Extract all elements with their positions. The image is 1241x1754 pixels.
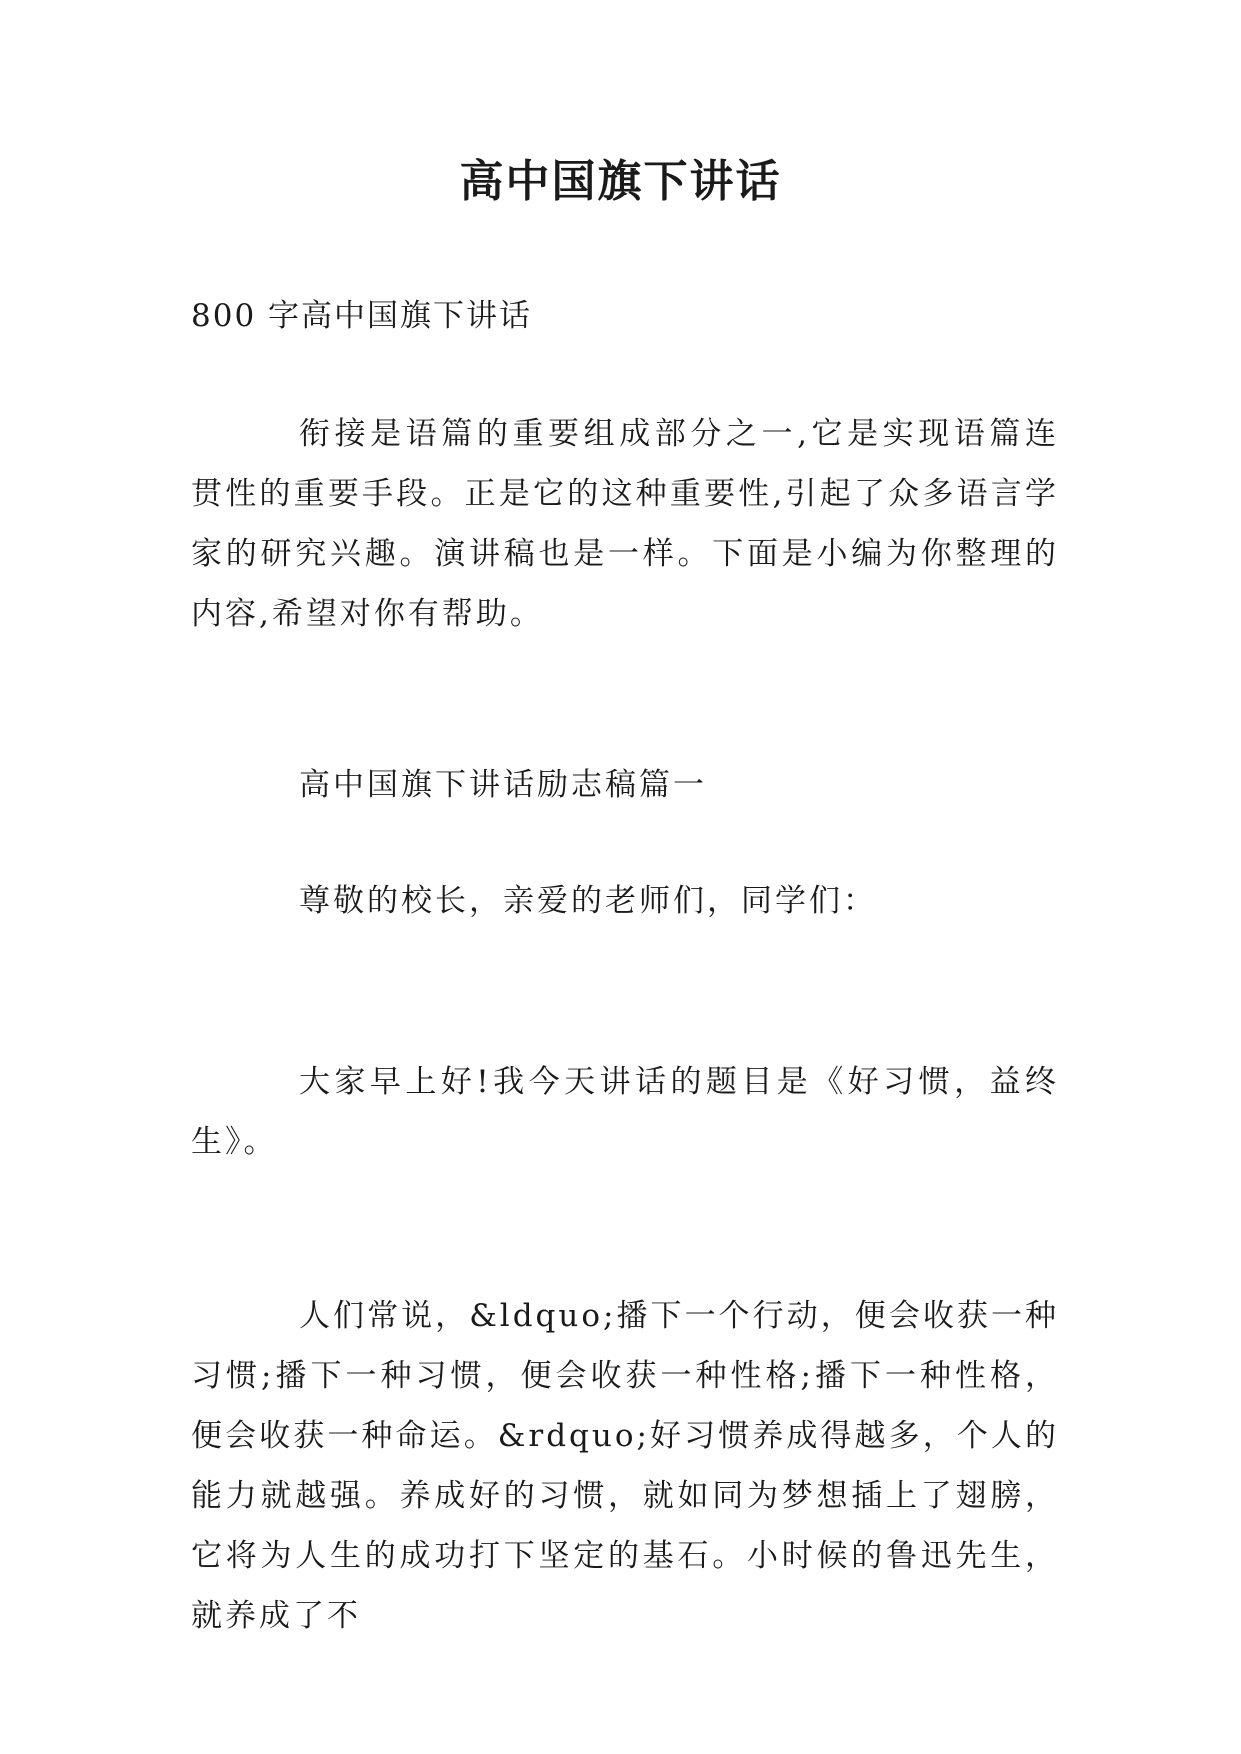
opening-paragraph: 大家早上好!我今天讲话的题目是《好习惯，益终生》。 [191, 1064, 1059, 1160]
greeting-paragraph: 尊敬的校长，亲爱的老师们，同学们： [299, 883, 877, 919]
document-title: 高中国旗下讲话 [459, 156, 782, 207]
document-subtitle: 800 字高中国旗下讲话 [191, 298, 533, 334]
body-paragraph: 人们常说，&ldquo;播下一个行动，便会收获一种习惯;播下一种习惯，便会收获一种性格;播下一种性格，便会收获一种命运。&rdquo;好习惯养成得越多，个人的能力就越强。养成好的习惯，就如同为梦想插上了翅膀，它将为人生的成功打下坚定的基石。小时候的鲁迅先生，就养成了不 [191, 1298, 1059, 1634]
section-heading: 高中国旗下讲话励志稿篇一 [299, 767, 707, 803]
intro-paragraph: 衔接是语篇的重要组成部分之一,它是实现语篇连贯性的重要手段。正是它的这种重要性,引起了众多语言学家的研究兴趣。演讲稿也是一样。下面是小编为你整理的内容,希望对你有帮助。 [191, 416, 1059, 632]
